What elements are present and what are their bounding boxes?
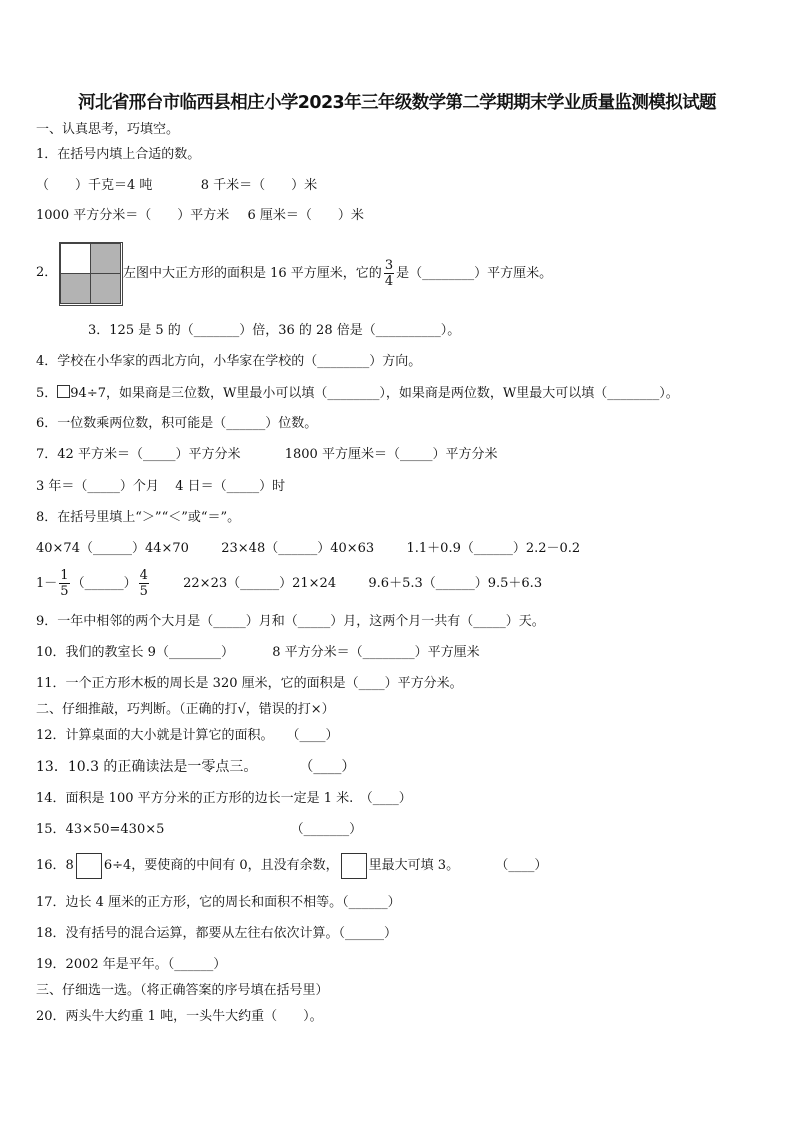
section-heading-2: 二、仔细推敲，巧判断。（正确的打√，错误的打×） bbox=[36, 702, 335, 717]
question-16-blank: （____） bbox=[495, 858, 548, 873]
question-7-row-1 bbox=[36, 447, 497, 463]
question-10-a: 10．我们的教室长 9（________） bbox=[36, 645, 234, 660]
question-2-number: 2． bbox=[36, 265, 58, 280]
question-8-blank: （______） bbox=[71, 576, 137, 591]
blank-box bbox=[57, 385, 70, 398]
question-6: 6．一位数乘两位数，积可能是（______）位数。 bbox=[36, 416, 318, 431]
question-3: 3．125 是 5 的（_______）倍，36 的 28 倍是（__________）。 bbox=[88, 323, 461, 338]
question-8-one-minus: 1－ bbox=[36, 576, 58, 591]
blank-box bbox=[341, 853, 367, 879]
question-7-b1: 3 年＝（_____）个月 bbox=[36, 479, 159, 494]
fraction-denominator: 4 bbox=[384, 274, 394, 289]
question-8-row-1 bbox=[36, 541, 580, 557]
fraction-numerator: 3 bbox=[384, 258, 394, 273]
question-5-number: 5． bbox=[36, 386, 58, 401]
question-8-item-3: 1.1＋0.9（______）2.2－0.2 bbox=[406, 541, 581, 556]
question-1-b1: 1000 平方分米＝（ ）平方米 bbox=[36, 208, 230, 223]
square-cell-shaded bbox=[60, 273, 91, 304]
question-7-row-2 bbox=[36, 479, 285, 495]
question-1-row-2 bbox=[36, 208, 364, 224]
square-cell-shaded bbox=[90, 243, 121, 274]
question-8-item-5: 22×23（______）21×24 bbox=[183, 576, 337, 591]
question-16-text-2: 里最大可填 3。 bbox=[368, 858, 460, 873]
question-8-item-2: 23×48（______）40×63 bbox=[221, 541, 375, 556]
question-7-b2: 4 日＝（_____）时 bbox=[175, 479, 286, 494]
fraction-one-fifth bbox=[59, 568, 69, 599]
fraction-denominator: 5 bbox=[60, 584, 69, 599]
question-2-text-1: 左图中大正方形的面积是 16 平方厘米，它的 bbox=[123, 266, 382, 281]
question-16-text-1: 6÷4，要使商的中间有 0，且没有余数， bbox=[103, 858, 339, 873]
fraction-denominator: 5 bbox=[139, 584, 148, 599]
section-heading-1: 一、认真思考，巧填空。 bbox=[36, 122, 180, 137]
question-9: 9．一年中相邻的两个大月是（_____）月和（_____）月，这两个月一共有（_____）天。 bbox=[36, 614, 545, 629]
question-13: 13．10.3 的正确读法是一零点三。 （____） bbox=[36, 759, 356, 775]
question-15-blank: （_______） bbox=[290, 822, 363, 837]
question-8-row-2 bbox=[36, 566, 542, 602]
question-11: 11．一个正方形木板的周长是 320 厘米，它的面积是（____）平方分米。 bbox=[36, 676, 463, 691]
fraction-numerator: 1 bbox=[60, 568, 69, 583]
question-20: 20．两头牛大约重 1 吨，一头牛大约重（ ）。 bbox=[36, 1009, 323, 1024]
question-7-a1: 7．42 平方米＝（_____）平方分米 bbox=[36, 447, 241, 462]
question-2-text-2: 是（________）平方厘米。 bbox=[396, 266, 553, 281]
section-heading-3: 三、仔细选一选。（将正确答案的序号填在括号里） bbox=[36, 983, 329, 998]
question-5-text: 94÷7，如果商是三位数，W里最小可以填（________），如果商是两位数，W里最大可以填（________）。 bbox=[70, 386, 679, 401]
question-19: 19．2002 年是平年。（______） bbox=[36, 957, 227, 972]
question-12: 12．计算桌面的大小就是计算它的面积。 （____） bbox=[36, 728, 339, 743]
question-8-item-6: 9.6＋5.3（______）9.5＋6.3 bbox=[368, 576, 543, 591]
square-cell-shaded bbox=[90, 273, 121, 304]
question-10-b: 8 平方分米＝（________）平方厘米 bbox=[272, 645, 480, 660]
question-15 bbox=[36, 822, 362, 838]
question-17: 17．边长 4 厘米的正方形，它的周长和面积不相等。（______） bbox=[36, 895, 401, 910]
question-14: 14．面积是 100 平方分米的正方形的边长一定是 1 米. （____） bbox=[36, 791, 412, 806]
question-16 bbox=[36, 852, 547, 880]
blank-box bbox=[76, 853, 102, 879]
question-1-row-1 bbox=[36, 178, 317, 194]
question-4: 4．学校在小华家的西北方向，小华家在学校的（________）方向。 bbox=[36, 354, 422, 369]
fraction-three-quarters bbox=[384, 258, 394, 289]
question-7-a2: 1800 平方厘米＝（_____）平方分米 bbox=[284, 447, 498, 462]
question-10 bbox=[36, 645, 480, 661]
fraction-numerator: 4 bbox=[139, 568, 148, 583]
question-16-number: 16．8 bbox=[36, 858, 74, 873]
question-1-heading: 1．在括号内填上合适的数。 bbox=[36, 147, 201, 162]
square-figure bbox=[59, 242, 123, 306]
page-title: 河北省邢台市临西县相庄小学2023年三年级数学第二学期期末学业质量监测模拟试题 bbox=[78, 93, 716, 113]
question-1-a1: （ ）千克＝4 吨 bbox=[36, 178, 153, 193]
question-2-text bbox=[123, 258, 552, 289]
question-5 bbox=[36, 385, 679, 402]
fraction-four-fifths bbox=[139, 568, 149, 599]
question-1-b2: 6 厘米＝（ ）米 bbox=[247, 208, 364, 223]
question-8-item-1: 40×74（______）44×70 bbox=[36, 541, 189, 556]
question-8-heading: 8．在括号里填上“＞”“＜”或“＝”。 bbox=[36, 510, 241, 525]
square-cell-white bbox=[60, 243, 91, 274]
question-1-a2: 8 千米＝（ ）米 bbox=[200, 178, 318, 193]
question-15-text: 15．43×50=430×5 bbox=[36, 822, 165, 837]
question-18: 18．没有括号的混合运算，都要从左往右依次计算。（______） bbox=[36, 926, 398, 941]
